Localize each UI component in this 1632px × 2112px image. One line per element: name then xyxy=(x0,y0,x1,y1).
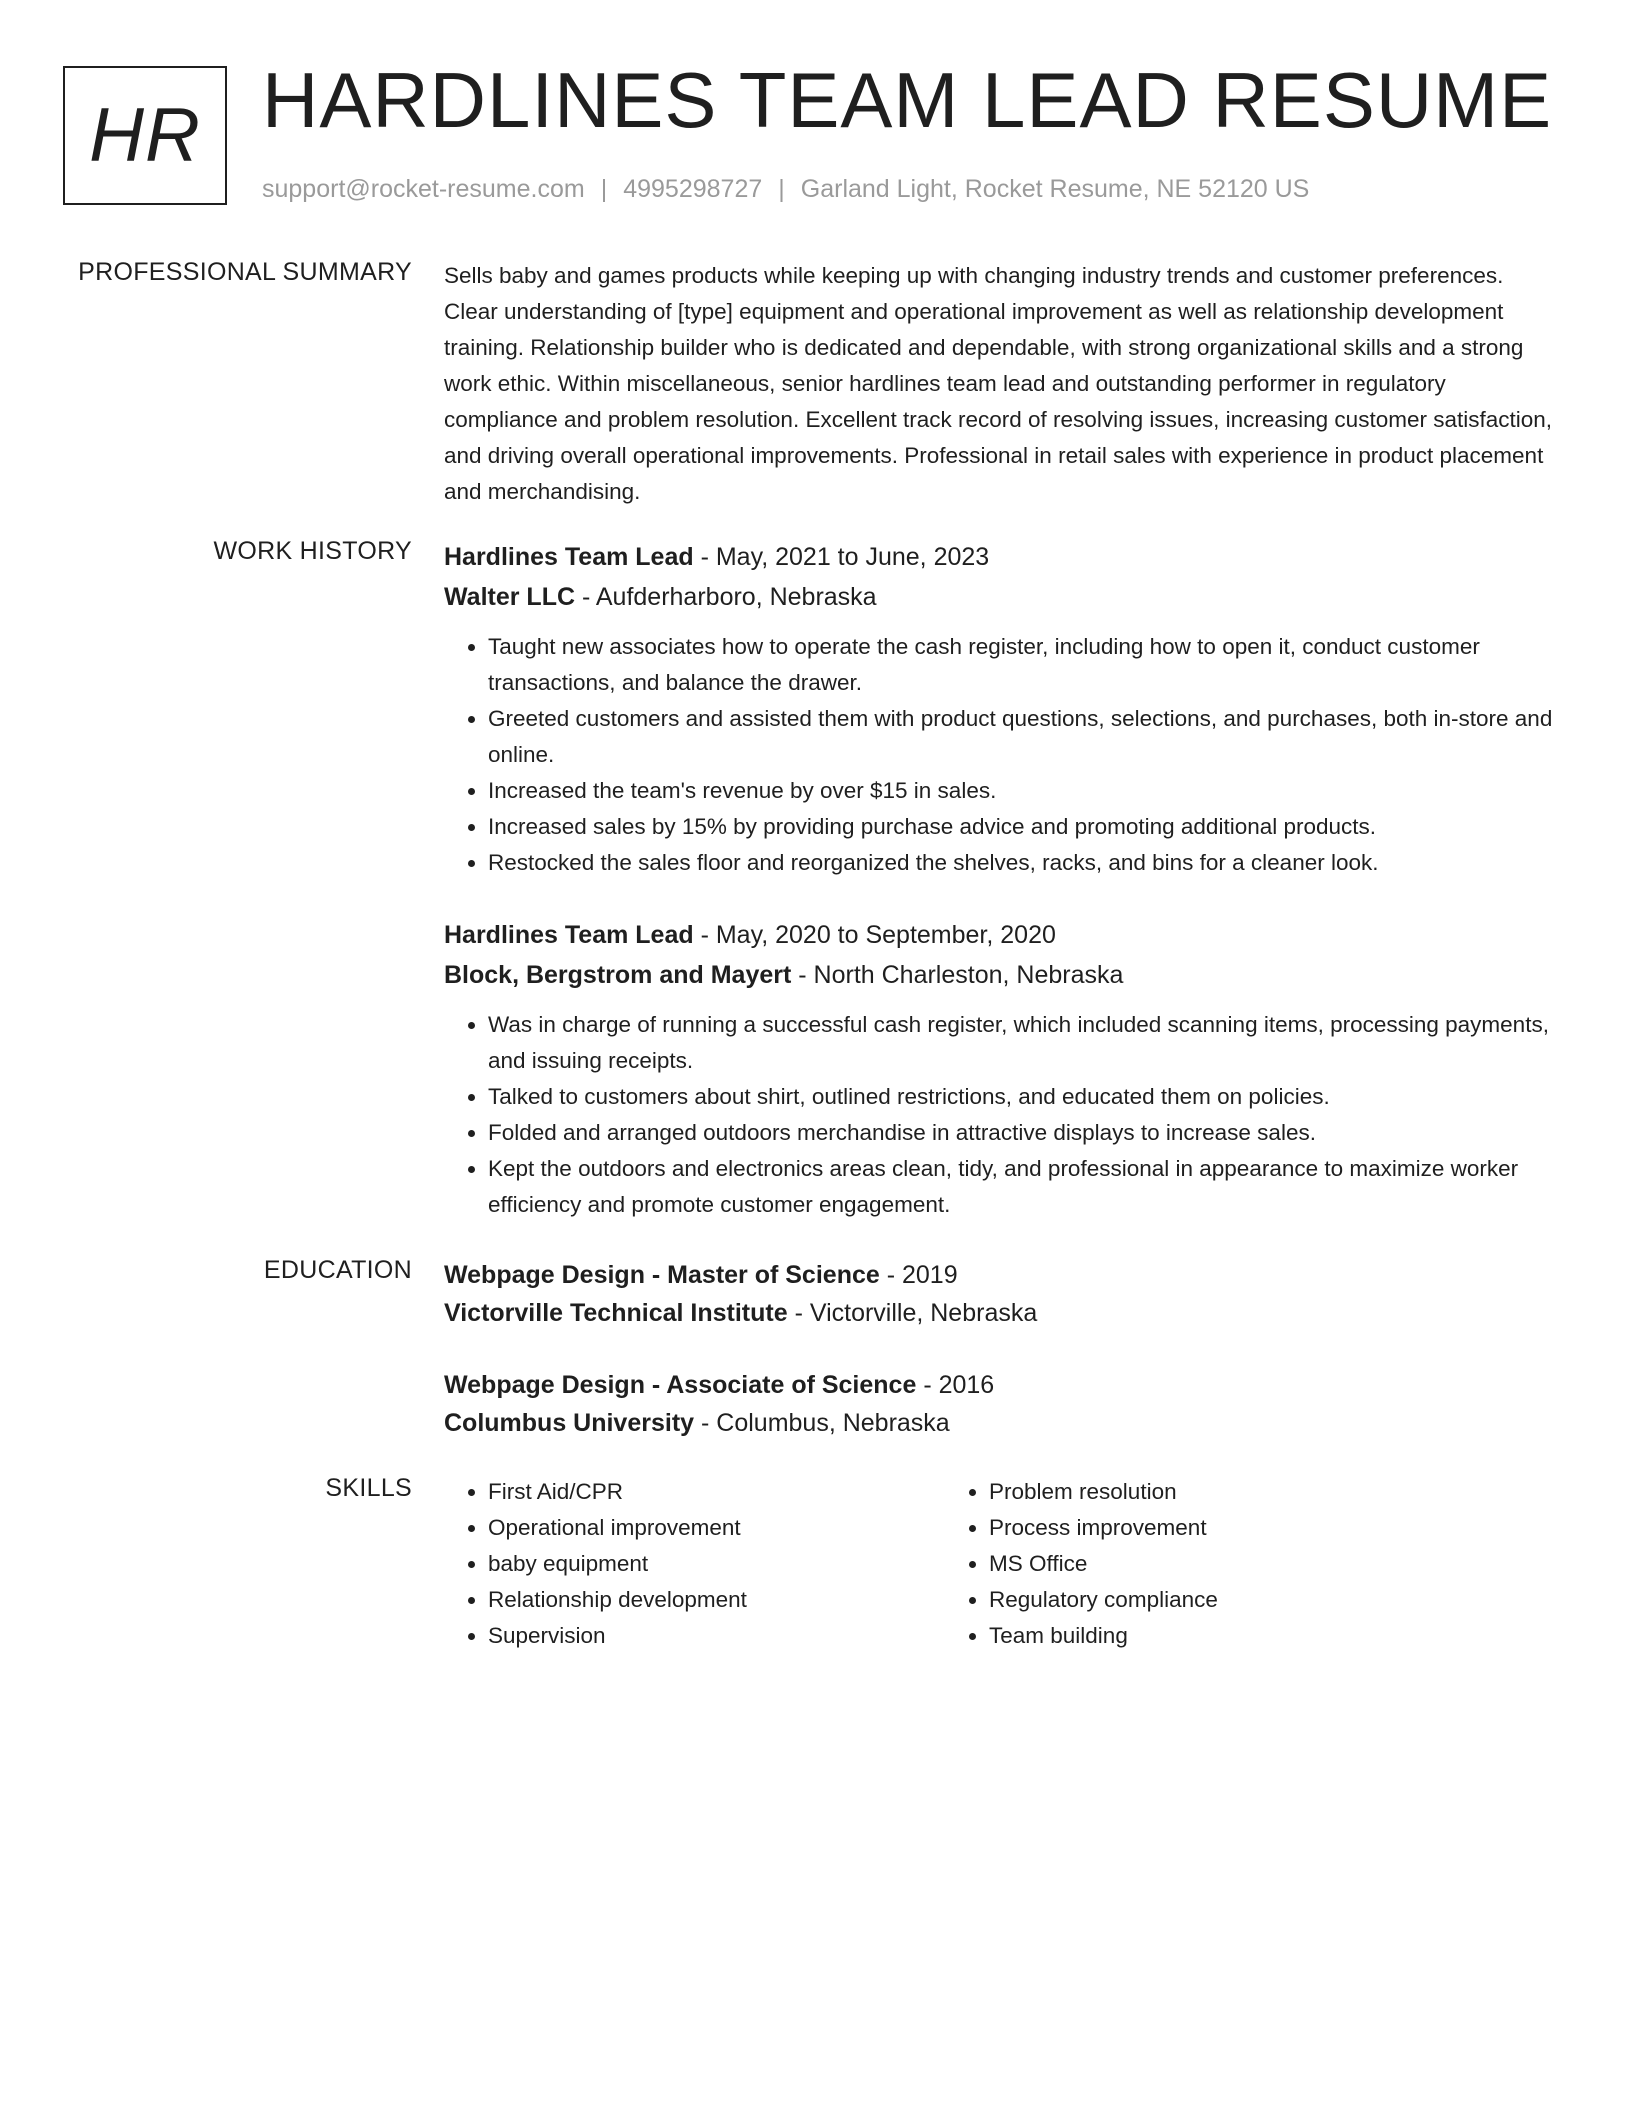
contact-phone: 4995298727 xyxy=(623,175,763,203)
job-bullet: • Kept the outdoors and electronics areas clean, tidy, and professional in appearance to maximize worker efficiency and promote customer engagement. xyxy=(488,1151,1556,1223)
section-label-summary: PROFESSIONAL SUMMARY xyxy=(78,258,412,286)
skills-list-right xyxy=(945,1474,1446,1654)
job-bullet: • Greeted customers and assisted them with product questions, selections, and purchases, both in-store and online. xyxy=(488,701,1556,773)
education-degree-line xyxy=(444,1256,1556,1294)
contact-separator: | xyxy=(778,175,785,203)
skills-columns xyxy=(444,1474,1556,1654)
skill-item: • Problem resolution xyxy=(989,1474,1446,1510)
skills-list-left xyxy=(444,1474,945,1654)
job-entry xyxy=(444,915,1556,1223)
job-location: - Aufderharboro, Nebraska xyxy=(575,583,877,611)
job-company-line xyxy=(444,577,1556,617)
job-dates: - May, 2020 to September, 2020 xyxy=(693,921,1056,949)
education-body xyxy=(444,1256,1556,1442)
skills-body xyxy=(444,1474,1556,1654)
job-title: Hardlines Team Lead xyxy=(444,543,694,571)
skill-item: • Regulatory compliance xyxy=(989,1582,1446,1618)
job-bullets xyxy=(444,629,1556,881)
skill-item: • First Aid/CPR xyxy=(488,1474,945,1510)
job-company: Walter LLC xyxy=(444,583,576,611)
skill-item: • baby equipment xyxy=(488,1546,945,1582)
section-label-education: EDUCATION xyxy=(263,1256,412,1284)
skill-item: • Team building xyxy=(989,1618,1446,1654)
job-bullets xyxy=(444,1007,1556,1223)
job-bullet: • Increased the team's revenue by over $15 in sales. xyxy=(488,773,1556,809)
summary-body xyxy=(444,258,1556,510)
work-history-body xyxy=(444,537,1556,1223)
education-school-line xyxy=(444,1294,1556,1332)
resume-title: HARDLINES TEAM LEAD RESUME xyxy=(262,56,1553,144)
skill-item: • Operational improvement xyxy=(488,1510,945,1546)
contact-email: support@rocket-resume.com xyxy=(262,175,585,203)
job-title: Hardlines Team Lead xyxy=(444,921,694,949)
job-title-line xyxy=(444,537,1556,577)
job-bullet: • Taught new associates how to operate the cash register, including how to open it, conduct customer transactions, and balance the drawer. xyxy=(488,629,1556,701)
job-bullet: • Was in charge of running a successful cash register, which included scanning items, processing payments, and issuing receipts. xyxy=(488,1007,1556,1079)
job-title-line xyxy=(444,915,1556,955)
job-location: - North Charleston, Nebraska xyxy=(791,961,1124,989)
education-degree-line xyxy=(444,1366,1556,1404)
monogram-logo: HR xyxy=(63,66,227,205)
education-entry xyxy=(444,1256,1556,1332)
education-school-line xyxy=(444,1404,1556,1442)
skill-item: • MS Office xyxy=(989,1546,1446,1582)
contact-address: Garland Light, Rocket Resume, NE 52120 US xyxy=(800,175,1310,203)
job-entry xyxy=(444,537,1556,881)
education-year: - 2016 xyxy=(916,1371,995,1399)
section-label-work-history: WORK HISTORY xyxy=(213,537,412,565)
education-school: Victorville Technical Institute xyxy=(444,1299,788,1327)
job-bullet: • Folded and arranged outdoors merchandise in attractive displays to increase sales. xyxy=(488,1115,1556,1151)
job-company: Block, Bergstrom and Mayert xyxy=(444,961,792,989)
skill-item: • Supervision xyxy=(488,1618,945,1654)
job-company-line xyxy=(444,955,1556,995)
skill-item: • Relationship development xyxy=(488,1582,945,1618)
education-location: - Columbus, Nebraska xyxy=(694,1409,950,1437)
job-bullet: • Restocked the sales floor and reorganized the shelves, racks, and bins for a cleaner look. xyxy=(488,845,1556,881)
education-degree: Webpage Design - Associate of Science xyxy=(444,1371,917,1399)
section-label-skills: SKILLS xyxy=(325,1474,412,1502)
education-location: - Victorville, Nebraska xyxy=(787,1299,1038,1327)
education-year: - 2019 xyxy=(879,1261,958,1289)
job-bullet: • Talked to customers about shirt, outlined restrictions, and educated them on policies. xyxy=(488,1079,1556,1115)
education-degree: Webpage Design - Master of Science xyxy=(444,1261,880,1289)
contact-line xyxy=(262,175,1309,204)
education-school: Columbus University xyxy=(444,1409,695,1437)
contact-separator: | xyxy=(600,175,608,203)
job-bullet: • Increased sales by 15% by providing purchase advice and promoting additional products. xyxy=(488,809,1556,845)
skill-item: • Process improvement xyxy=(989,1510,1446,1546)
summary-text: Sells baby and games products while keeping up with changing industry trends and customer preferences. Clear understanding of [type] equipment and operational improvement as well as relationship development training. Relationship builder who is dedicated and dependable, with strong organizational skills and a strong work ethic. Within miscellaneous, senior hardlines team lead and outstanding performer in regulatory compliance and problem resolution. Excellent track record of resolving issues, increasing customer satisfaction, and driving overall operational improvements. Professional in retail sales with experience in product placement and merchandising. xyxy=(444,263,1553,504)
education-entry xyxy=(444,1366,1556,1442)
job-dates: - May, 2021 to June, 2023 xyxy=(693,543,990,571)
